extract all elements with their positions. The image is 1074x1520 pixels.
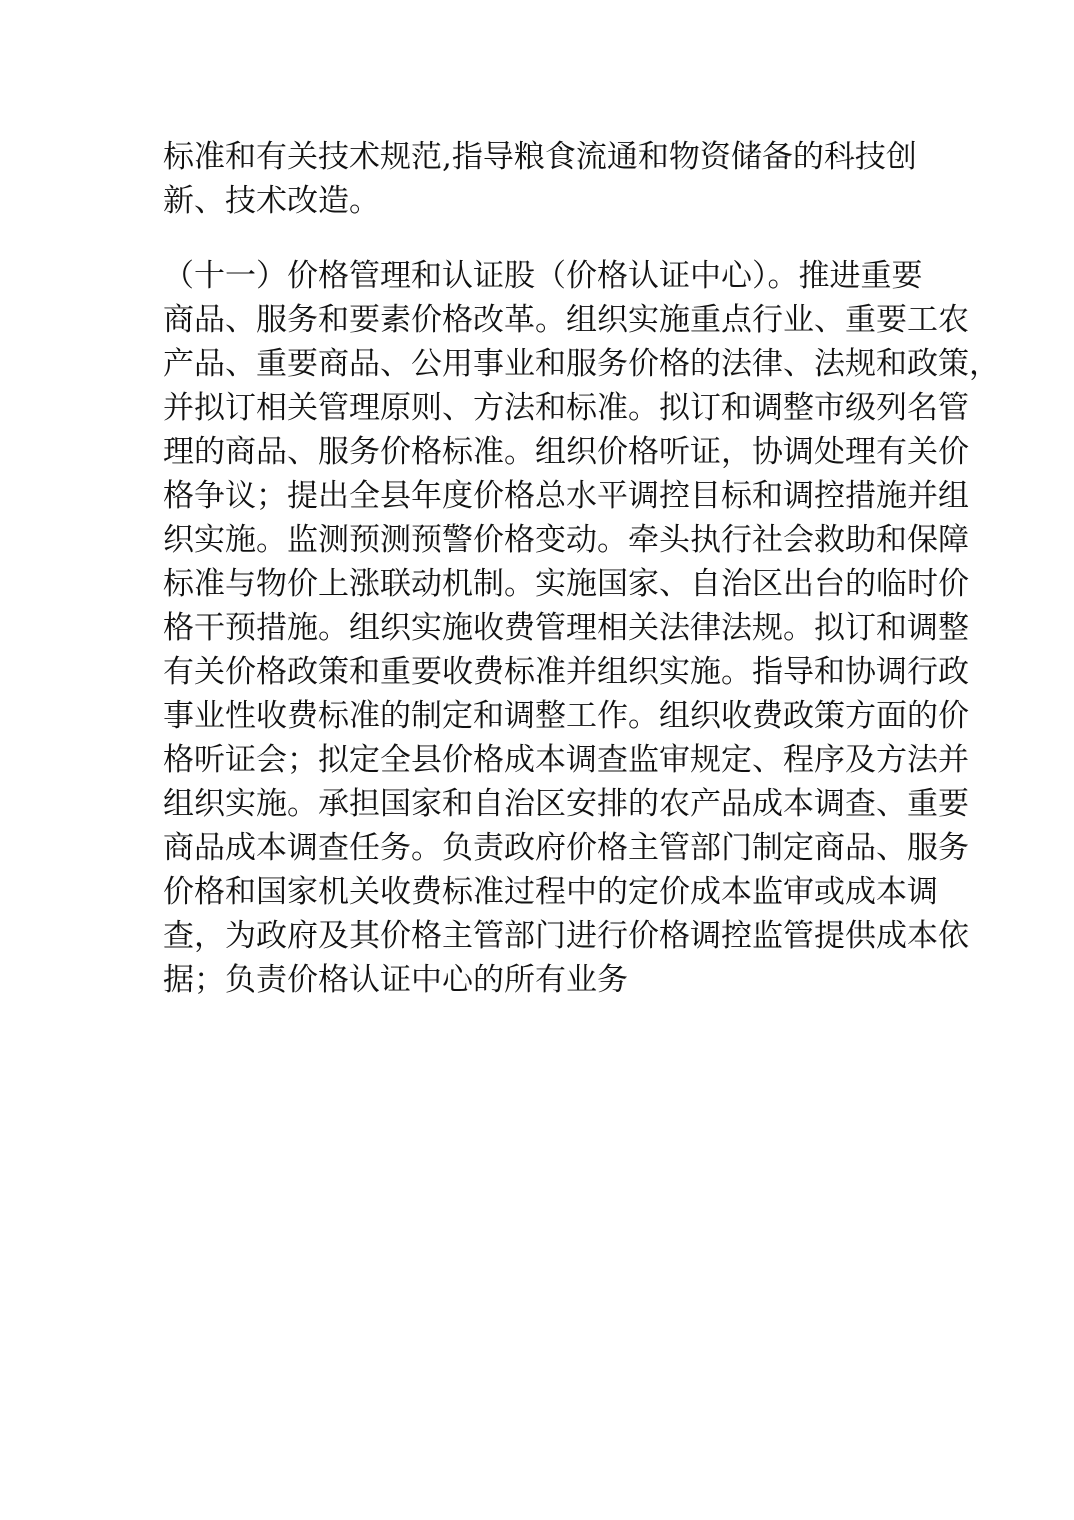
- text-line: 事业性收费标准的制定和调整工作。组织收费政策方面的价: [163, 698, 969, 734]
- text-line: 有关价格政策和重要收费标准并组织实施。指导和协调行政: [163, 654, 969, 690]
- text-line: 标准和有关技术规范,指导粮食流通和物资储备的科技创: [163, 139, 917, 175]
- text-line: 商品、服务和要素价格改革。组织实施重点行业、重要工农: [163, 302, 969, 338]
- text-line: 产品、重要商品、公用事业和服务价格的法律、法规和政策，: [163, 346, 1000, 382]
- text-line: 格干预措施。组织实施收费管理相关法律法规。拟订和调整: [163, 610, 969, 646]
- text-line: 据；负责价格认证中心的所有业务: [163, 962, 628, 998]
- text-line: 组织实施。承担国家和自治区安排的农产品成本调查、重要: [163, 786, 969, 822]
- text-line: 新、技术改造。: [163, 183, 380, 219]
- text-line: 理的商品、服务价格标准。组织价格听证，协调处理有关价: [163, 434, 969, 470]
- paragraph-1: [163, 135, 915, 223]
- text-line: 标准与物价上涨联动机制。实施国家、自治区出台的临时价: [163, 566, 969, 602]
- text-line: 织实施。监测预测预警价格变动。牵头执行社会救助和保障: [163, 522, 969, 558]
- text-line: 格听证会；拟定全县价格成本调查监审规定、程序及方法并: [163, 742, 969, 778]
- text-line: 并拟订相关管理原则、方法和标准。拟订和调整市级列名管: [163, 390, 969, 426]
- text-line: 商品成本调查任务。负责政府价格主管部门制定商品、服务: [163, 830, 969, 866]
- text-line: 查，为政府及其价格主管部门进行价格调控监管提供成本依: [163, 918, 969, 954]
- text-line: 价格和国家机关收费标准过程中的定价成本监审或成本调: [163, 874, 938, 910]
- paragraph-2: [163, 254, 1000, 1002]
- text-line: （十一）价格管理和认证股（价格认证中心）。推进重要: [163, 258, 923, 294]
- text-line: 格争议；提出全县年度价格总水平调控目标和调控措施并组: [163, 478, 969, 514]
